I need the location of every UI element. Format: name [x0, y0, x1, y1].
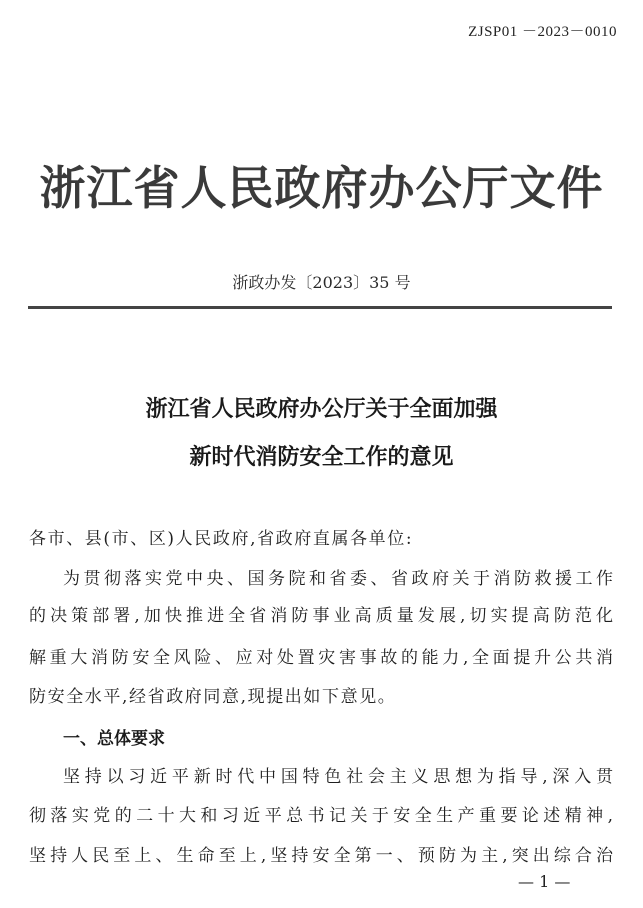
salutation: 各市、县(市、区)人民政府,省政府直属各单位:	[29, 529, 414, 549]
intro-line-3: 解重大消防安全风险、应对处置灾害事故的能力,全面提升公共消	[29, 648, 613, 668]
document-code: ZJSP01 －2023－0010	[468, 24, 617, 40]
section-heading-general-requirements: 一、总体要求	[63, 729, 165, 749]
header-divider	[28, 306, 612, 309]
document-title-line-2: 新时代消防安全工作的意见	[189, 444, 454, 470]
document-title-line-1: 浙江省人民政府办公厅关于全面加强	[145, 396, 498, 422]
section1-line-2: 彻落实党的二十大和习近平总书记关于安全生产重要论述精神,	[29, 806, 613, 826]
issuing-authority-title: 浙江省人民政府办公厅文件	[39, 161, 604, 215]
intro-line-1: 为贯彻落实党中央、国务院和省委、省政府关于消防救援工作	[63, 569, 613, 589]
intro-line-4: 防安全水平,经省政府同意,现提出如下意见。	[29, 687, 397, 707]
document-number: 浙政办发〔2023〕35 号	[232, 273, 411, 292]
section1-line-1: 坚持以习近平新时代中国特色社会主义思想为指导,深入贯	[63, 767, 613, 787]
intro-line-2: 的决策部署,加快推进全省消防事业高质量发展,切实提高防范化	[29, 606, 613, 626]
section1-line-3: 坚持人民至上、生命至上,坚持安全第一、预防为主,突出综合治	[29, 846, 613, 866]
page-number: — 1 —	[518, 872, 571, 891]
